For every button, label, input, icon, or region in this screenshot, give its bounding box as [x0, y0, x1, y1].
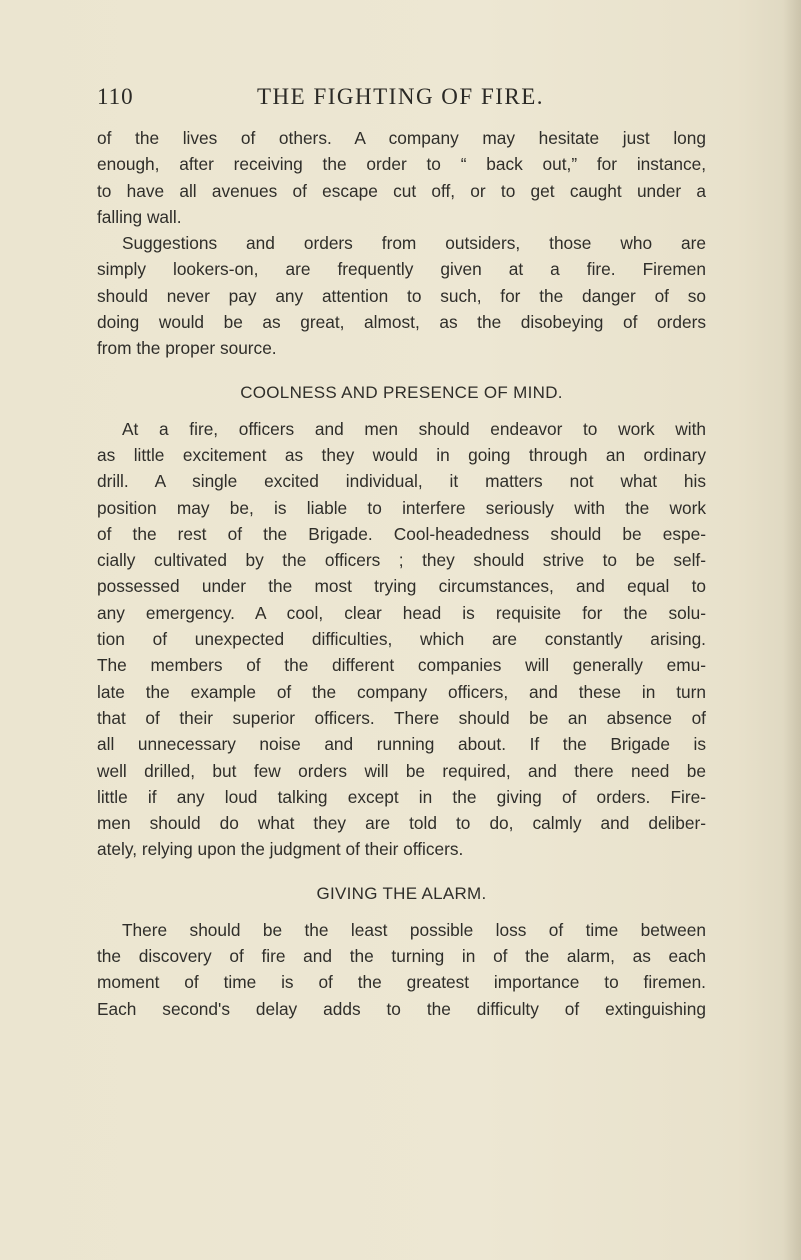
text-line: that of their superior officers. There should be an absence of [97, 707, 706, 728]
text-line: from the proper source. [97, 338, 277, 359]
text-line: the discovery of fire and the turning in of the alarm, as each [97, 946, 706, 967]
text-line: doing would be as great, almost, as the disobeying of orders [97, 312, 706, 333]
text-line: There should be the least possible loss of time between [122, 919, 706, 940]
text-line: as little excitement as they would in going through an ordinary [97, 444, 706, 465]
section-heading-alarm: GIVING THE ALARM. [316, 883, 487, 903]
text-line: ately, relying upon the judgment of their officers. [97, 839, 464, 860]
paragraph-4 [97, 917, 706, 1022]
running-head [97, 84, 737, 114]
running-title: THE FIGHTING OF FIRE. [257, 84, 545, 109]
text-line: position may be, is liable to interfere seriously with the work [97, 497, 706, 518]
text-line: possessed under the most trying circumstances, and equal to [97, 576, 706, 597]
text-line: enough, after receiving the order to “ back out,” for instance, [97, 154, 706, 175]
text-line: to have all avenues of escape cut off, or to get caught under a [97, 180, 706, 201]
text-line: simply lookers-on, are frequently given at a fire. Firemen [97, 259, 706, 280]
text-line: late the example of the company officers, and these in turn [97, 681, 706, 702]
text-line: of the lives of others. A company may hesitate just long [97, 128, 706, 148]
text-line: should never pay any attention to such, for the danger of so [97, 285, 706, 306]
text-line: of the rest of the Brigade. Cool-headedness should be espe- [97, 523, 706, 544]
page-number: 110 [97, 84, 134, 109]
text-line: At a fire, officers and men should endeavor to work with [122, 418, 706, 439]
paragraph-3 [97, 416, 706, 863]
text-line: cially cultivated by the officers ; they should strive to be self- [97, 550, 706, 571]
paragraph-2 [97, 230, 706, 361]
page-edge-shadow [783, 0, 801, 1260]
text-line: tion of unexpected difficulties, which are constantly arising. [97, 629, 706, 650]
text-line: Each second's delay adds to the difficulty of extinguishing [97, 998, 706, 1019]
text-line: falling wall. [97, 206, 182, 227]
text-line: moment of time is of the greatest importance to firemen. [97, 972, 706, 993]
text-line: men should do what they are told to do, calmly and deliber- [97, 813, 706, 834]
text-line: drill. A single excited individual, it matters not what his [97, 471, 706, 492]
text-line: The members of the different companies will generally emu- [97, 655, 706, 676]
text-line: little if any loud talking except in the giving of orders. Fire- [97, 786, 706, 807]
body-text [97, 125, 706, 1022]
section-heading-coolness: COOLNESS AND PRESENCE OF MIND. [240, 382, 563, 402]
paragraph-1 [97, 125, 706, 230]
text-line: Suggestions and orders from outsiders, those who are [122, 233, 706, 254]
text-line: any emergency. A cool, clear head is requisite for the solu- [97, 602, 706, 623]
text-line: all unnecessary noise and running about. If the Brigade is [97, 734, 706, 755]
text-line: well drilled, but few orders will be required, and there need be [97, 760, 706, 781]
